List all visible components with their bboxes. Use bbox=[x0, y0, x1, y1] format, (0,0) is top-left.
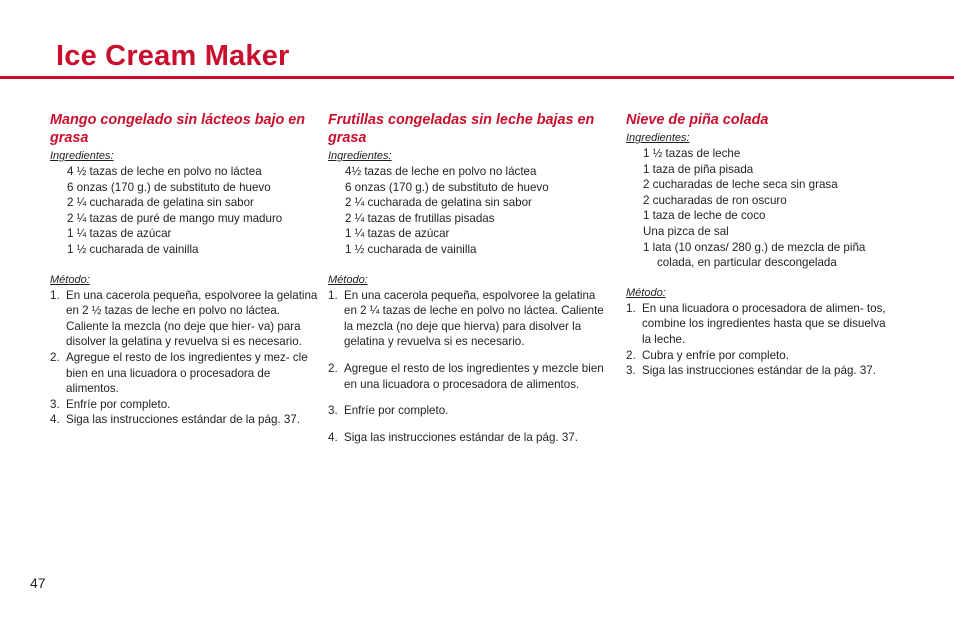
ingredient-item: 2 cucharadas de leche seca sin grasa bbox=[643, 178, 838, 192]
method-step bbox=[50, 397, 318, 413]
step-number: 4. bbox=[50, 413, 60, 427]
ingredient-item: 4 ½ tazas de leche en polvo no láctea bbox=[67, 165, 262, 178]
ingredient-item: 1 ¼ tazas de azúcar bbox=[67, 227, 172, 241]
step-text: Siga las instrucciones estándar de la pág. 37. bbox=[66, 413, 300, 427]
ingredient-item: 2 ¼ cucharada de gelatina sin sabor bbox=[345, 196, 532, 210]
method-steps bbox=[328, 288, 608, 446]
recipe-title: Mango congelado sin lácteos bajo en grasa bbox=[50, 112, 306, 146]
ingredient-item: 2 ¼ tazas de frutillas pisadas bbox=[345, 211, 495, 225]
method-steps bbox=[50, 288, 318, 428]
ingredients-label: Ingredientes: bbox=[626, 132, 690, 144]
title-divider bbox=[0, 76, 954, 79]
recipe-title: Nieve de piña colada bbox=[626, 112, 769, 128]
step-text: Enfríe por completo. bbox=[66, 397, 171, 411]
method-step bbox=[50, 288, 318, 350]
method-step bbox=[626, 301, 892, 348]
step-number: 4. bbox=[328, 430, 338, 444]
ingredient-item: Una pizca de sal bbox=[643, 224, 729, 238]
ingredients-label: Ingredientes: bbox=[50, 150, 114, 162]
step-text: Siga las instrucciones estándar de la pág. 37. bbox=[642, 364, 876, 378]
recipe-pina-colada bbox=[626, 111, 892, 379]
ingredients-list bbox=[328, 164, 608, 258]
method-step bbox=[328, 361, 608, 392]
method-step bbox=[626, 348, 892, 364]
page-title: Ice Cream Maker bbox=[56, 40, 290, 72]
step-text: En una licuadora o procesadora de alimen- tos, combine los ingredientes hasta que se disuelva la leche. bbox=[642, 301, 886, 346]
method-step bbox=[328, 403, 608, 419]
step-text: Enfríe por completo. bbox=[344, 404, 449, 418]
ingredient-item: 1 lata (10 onzas/ 280 g.) de mezcla de piña colada, en particular descongelada bbox=[643, 240, 866, 270]
ingredient-item: 1 ½ cucharada de vainilla bbox=[67, 242, 199, 256]
method-step bbox=[328, 288, 608, 350]
ingredient-item: 6 onzas (170 g.) de substituto de huevo bbox=[67, 180, 271, 194]
step-number: 3. bbox=[626, 364, 636, 378]
ingredient-item: 1 ½ tazas de leche bbox=[643, 147, 741, 160]
ingredients-list bbox=[50, 164, 318, 258]
ingredient-item: 4½ tazas de leche en polvo no láctea bbox=[345, 165, 537, 178]
step-text: Agregue el resto de los ingredientes y mezcle bien en una licuadora o procesadora de alimentos. bbox=[344, 361, 604, 391]
method-step bbox=[626, 363, 892, 379]
ingredients-list bbox=[626, 146, 892, 271]
ingredient-item: 2 ¼ cucharada de gelatina sin sabor bbox=[67, 196, 254, 210]
method-label: Método: bbox=[50, 273, 90, 286]
step-number: 1. bbox=[328, 288, 338, 302]
step-number: 2. bbox=[328, 361, 338, 375]
step-text: En una cacerola pequeña, espolvoree la gelatina en 2 ½ tazas de leche en polvo no láctea. Caliente la mezcla (no deje que hier- va) para disolver la gelatina y revuelva si es necesario. bbox=[66, 288, 318, 349]
method-step bbox=[50, 350, 318, 397]
ingredient-item: 1 taza de piña pisada bbox=[643, 162, 754, 176]
step-number: 2. bbox=[50, 350, 60, 364]
step-text: En una cacerola pequeña, espolvoree la gelatina en 2 ¼ tazas de leche en polvo no láctea. Caliente la mezcla (no deje que hierva) para disolver la gelatina y revuelva si es necesario. bbox=[344, 288, 604, 349]
recipe-mango bbox=[50, 111, 318, 428]
step-number: 3. bbox=[328, 404, 338, 418]
step-text: Cubra y enfríe por completo. bbox=[642, 348, 789, 362]
ingredient-item: 2 cucharadas de ron oscuro bbox=[643, 193, 787, 207]
step-number: 1. bbox=[50, 288, 60, 302]
method-step bbox=[328, 430, 608, 446]
method-label: Método: bbox=[626, 286, 666, 299]
ingredient-item: 1 taza de leche de coco bbox=[643, 209, 766, 223]
ingredient-item: 1 ¼ tazas de azúcar bbox=[345, 227, 450, 241]
method-step bbox=[50, 412, 318, 428]
page-number: 47 bbox=[30, 575, 46, 591]
method-label: Método: bbox=[328, 273, 368, 286]
method-steps bbox=[626, 301, 892, 379]
recipe-frutillas bbox=[328, 111, 608, 445]
step-number: 3. bbox=[50, 397, 60, 411]
ingredients-label: Ingredientes: bbox=[328, 150, 392, 162]
recipe-title: Frutillas congeladas sin leche bajas en grasa bbox=[328, 112, 595, 146]
ingredient-item: 2 ¼ tazas de puré de mango muy maduro bbox=[67, 211, 283, 225]
step-text: Siga las instrucciones estándar de la pág. 37. bbox=[344, 430, 578, 444]
ingredient-item: 1 ½ cucharada de vainilla bbox=[345, 242, 477, 256]
step-text: Agregue el resto de los ingredientes y mez- cle bien en una licuadora o procesadora de alimentos. bbox=[66, 350, 308, 396]
step-number: 2. bbox=[626, 348, 636, 362]
step-number: 1. bbox=[626, 301, 636, 315]
ingredient-item: 6 onzas (170 g.) de substituto de huevo bbox=[345, 180, 549, 194]
